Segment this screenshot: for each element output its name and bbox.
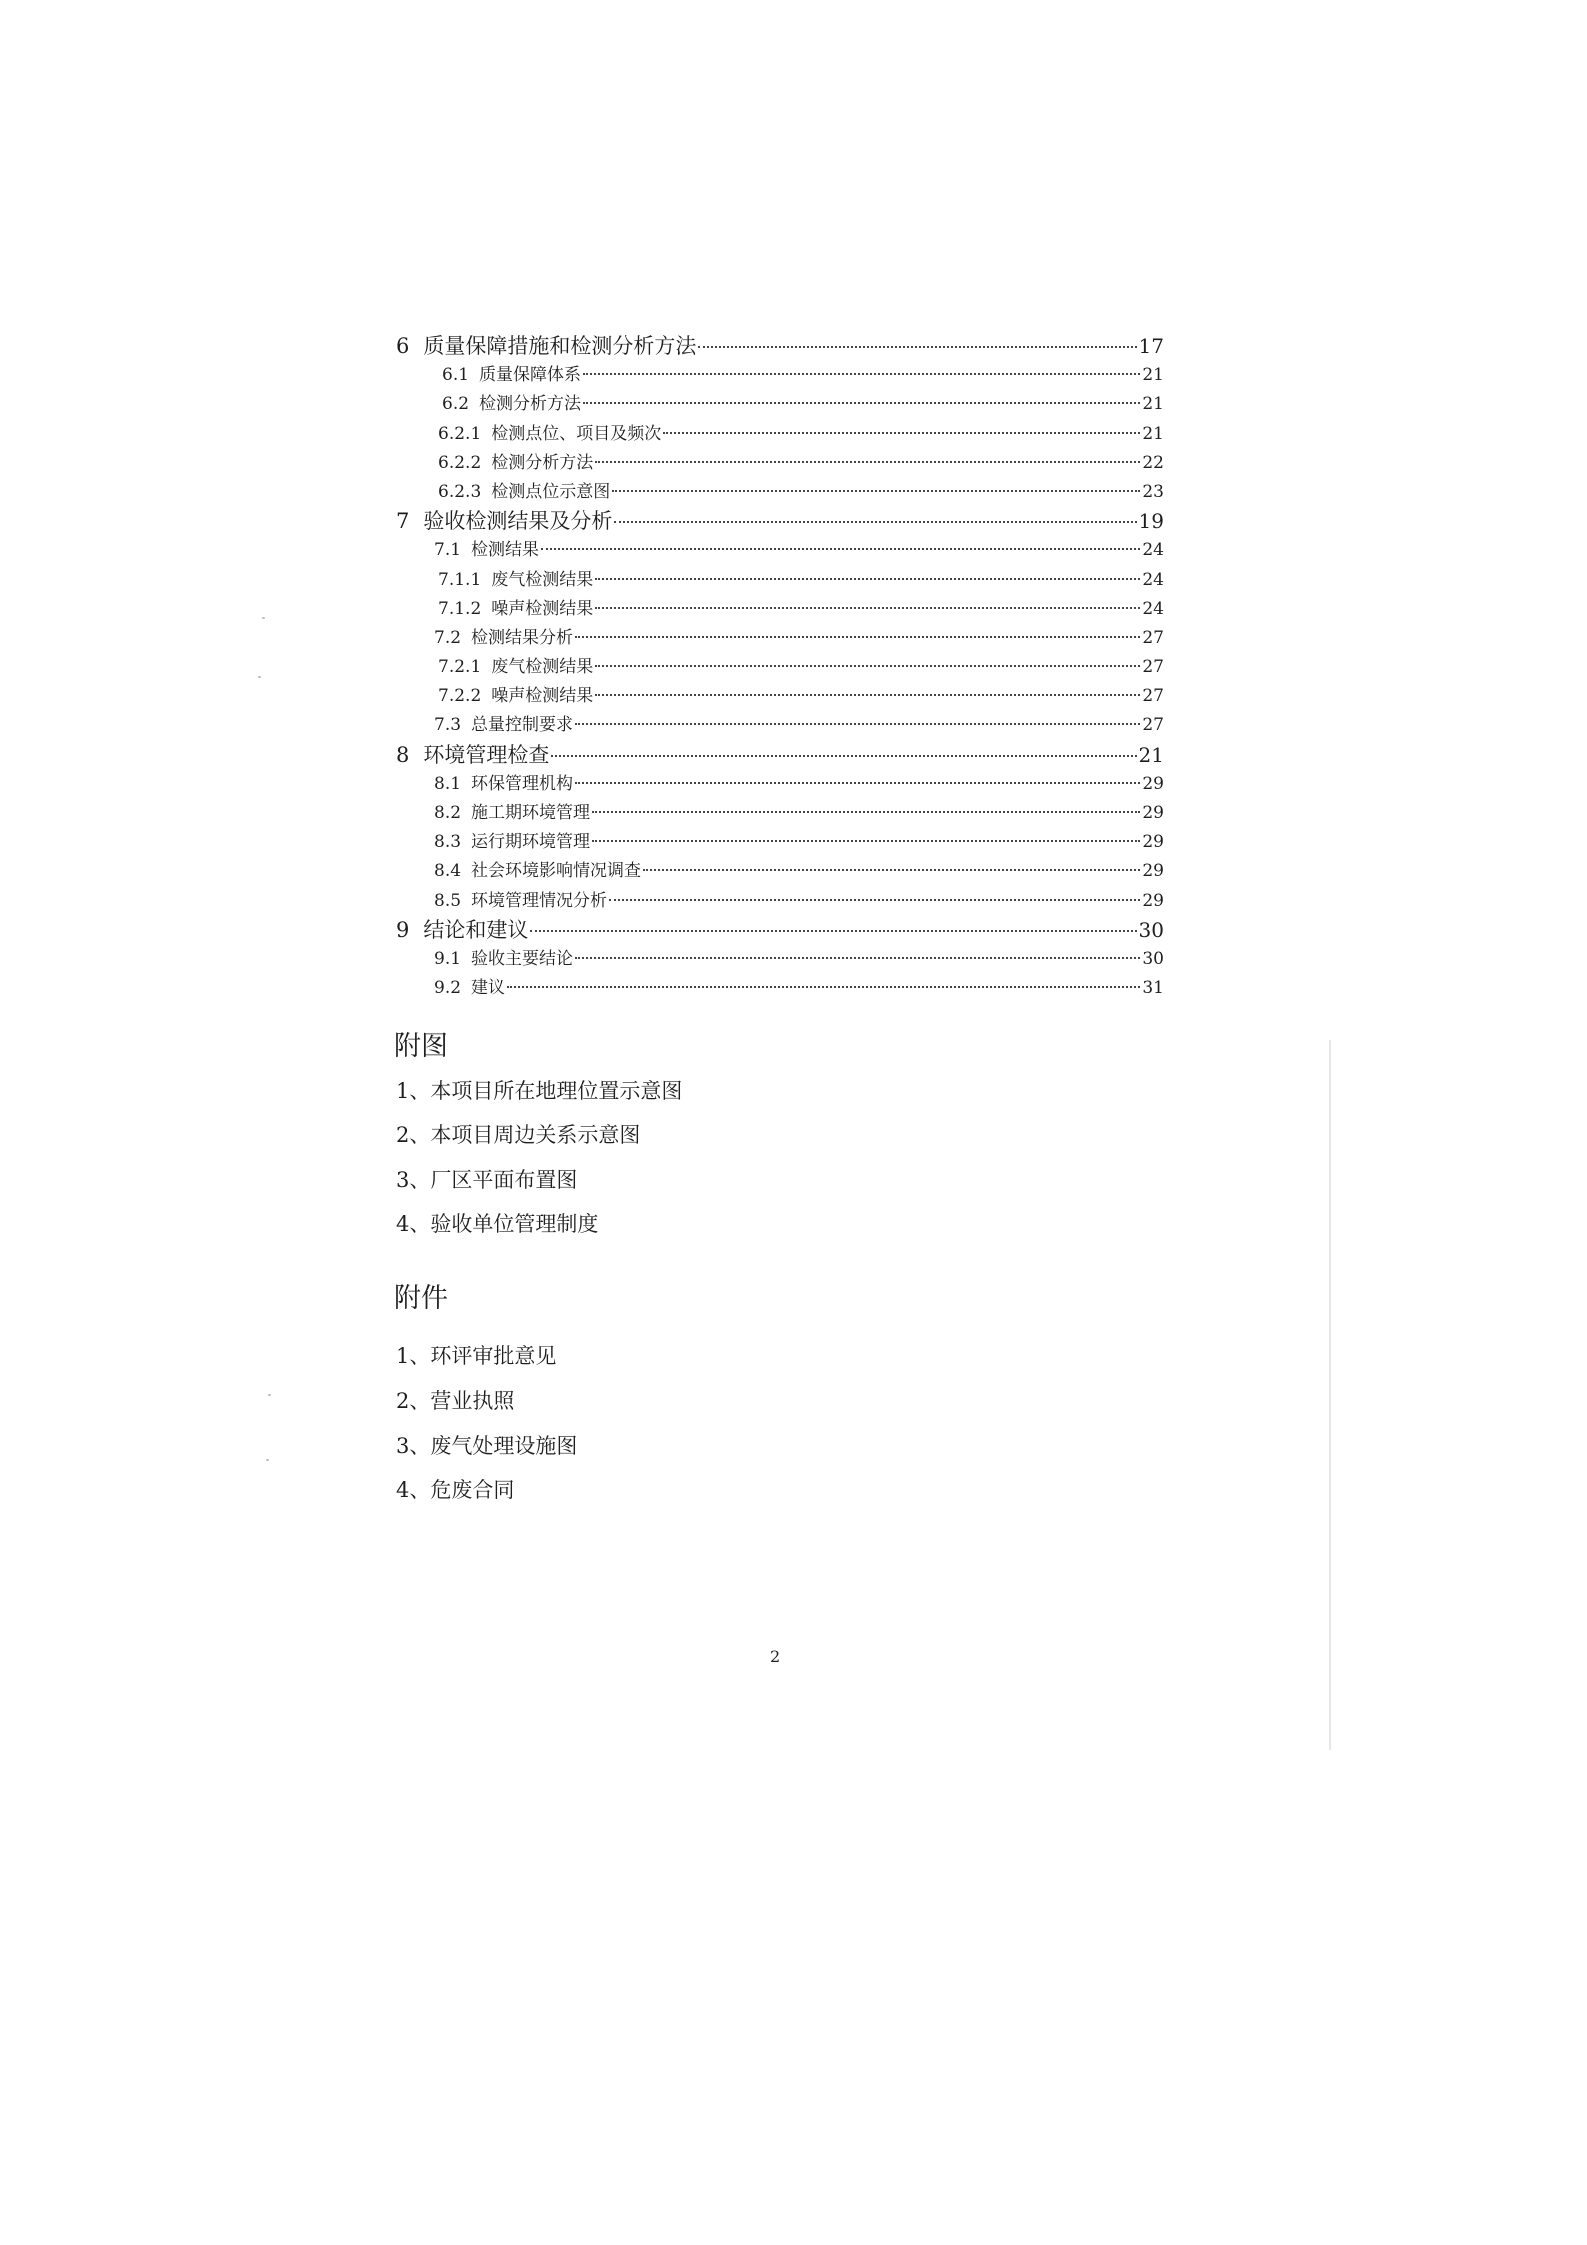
toc-entry-page: 21 xyxy=(1142,423,1164,444)
toc-entry-title: 检测结果分析 xyxy=(471,627,574,648)
toc-entry-page: 17 xyxy=(1138,334,1164,358)
toc-entry-number: 8.2 xyxy=(434,803,462,823)
toc-entry-page: 24 xyxy=(1142,598,1164,619)
toc-entry-title: 验收检测结果及分析 xyxy=(423,509,613,534)
toc-entry-number: 8.1 xyxy=(434,773,462,794)
toc-entry xyxy=(396,420,1164,449)
toc-entry-page: 29 xyxy=(1142,832,1164,853)
toc-dot-leader xyxy=(583,402,1140,404)
page-number: 2 xyxy=(770,1647,781,1666)
toc-entry xyxy=(396,916,1164,945)
toc-entry xyxy=(396,945,1164,974)
toc-entry-page: 21 xyxy=(1142,365,1164,386)
toc-entry xyxy=(396,711,1164,740)
toc-entry-page: 27 xyxy=(1142,686,1164,707)
toc-dot-leader xyxy=(507,986,1140,988)
attachment-item: 3、废气处理设施图 xyxy=(396,1434,578,1458)
toc-entry xyxy=(396,390,1164,419)
toc-dot-leader xyxy=(612,490,1140,492)
toc-entry-page: 31 xyxy=(1142,978,1164,999)
toc-entry-title: 验收主要结论 xyxy=(471,948,574,969)
figures-heading: 附图 xyxy=(394,1031,448,1062)
toc-entry-page: 29 xyxy=(1142,803,1164,823)
toc-entry-number: 6.1 xyxy=(442,365,470,386)
scan-page-edge xyxy=(1329,1040,1331,1750)
toc-entry xyxy=(396,332,1164,361)
toc-entry-number: 6.2.3 xyxy=(438,481,482,502)
scan-speck xyxy=(258,676,261,678)
toc-entry-page: 27 xyxy=(1142,627,1164,648)
toc-entry-title: 结论和建议 xyxy=(423,917,529,942)
toc-entry-title: 总量控制要求 xyxy=(471,715,574,736)
figure-item: 4、验收单位管理制度 xyxy=(396,1212,599,1236)
toc-entry-page: 24 xyxy=(1142,569,1164,590)
toc-entry-title: 建议 xyxy=(471,978,506,999)
toc-entry-page: 21 xyxy=(1142,394,1164,415)
attachment-item: 4、危废合同 xyxy=(396,1478,515,1502)
toc-entry-number: 7.1.2 xyxy=(438,598,482,619)
toc-entry-title: 检测结果 xyxy=(471,540,540,561)
toc-dot-leader xyxy=(575,782,1140,784)
toc-entry-title: 检测点位示意图 xyxy=(491,481,611,502)
toc-entry-number: 6.2.1 xyxy=(438,423,482,444)
toc-dot-leader xyxy=(551,755,1136,757)
attachments-heading: 附件 xyxy=(394,1283,448,1314)
toc-entry xyxy=(396,595,1164,624)
toc-entry-number: 7.2.1 xyxy=(438,657,482,678)
toc-entry-page: 24 xyxy=(1142,540,1164,561)
toc-entry-title: 检测分析方法 xyxy=(479,394,582,415)
toc-entry xyxy=(396,624,1164,653)
toc-entry-title: 检测分析方法 xyxy=(491,452,594,473)
toc-entry xyxy=(396,653,1164,682)
attachment-item: 1、环评审批意见 xyxy=(396,1344,557,1368)
toc-entry xyxy=(396,828,1164,857)
scan-speck xyxy=(262,617,265,619)
toc-entry-number: 9 xyxy=(396,917,410,942)
toc-entry xyxy=(396,449,1164,478)
toc-entry-title: 社会环境影响情况调查 xyxy=(471,861,642,882)
figure-item: 2、本项目周边关系示意图 xyxy=(396,1123,641,1147)
toc-entry-number: 7.1 xyxy=(434,540,462,561)
toc-entry-number: 6 xyxy=(396,334,410,358)
toc-dot-leader xyxy=(614,521,1136,523)
toc-entry-title: 环境管理检查 xyxy=(423,742,550,767)
toc-entry-number: 7.1.1 xyxy=(438,569,482,590)
scan-speck xyxy=(266,1459,269,1461)
toc-dot-leader xyxy=(643,869,1140,871)
toc-entry-number: 7.2.2 xyxy=(438,686,482,707)
toc-entry-title: 运行期环境管理 xyxy=(471,832,591,853)
toc-dot-leader xyxy=(595,578,1140,580)
toc-entry-number: 7 xyxy=(396,509,410,534)
toc-entry-title: 环保管理机构 xyxy=(471,773,574,794)
toc-entry-page: 21 xyxy=(1138,742,1164,767)
table-of-contents xyxy=(396,332,1164,1003)
toc-entry-page: 29 xyxy=(1142,861,1164,882)
toc-dot-leader xyxy=(575,957,1140,959)
toc-dot-leader xyxy=(592,840,1140,842)
toc-entry-number: 7.3 xyxy=(434,715,462,736)
toc-entry-page: 30 xyxy=(1142,948,1164,969)
toc-entry-title: 废气检测结果 xyxy=(491,569,594,590)
toc-entry-number: 8.5 xyxy=(434,890,462,911)
toc-dot-leader xyxy=(595,665,1140,667)
toc-entry-number: 9.2 xyxy=(434,978,462,999)
scan-speck xyxy=(268,1394,271,1396)
toc-dot-leader xyxy=(609,899,1140,901)
toc-entry-number: 9.1 xyxy=(434,948,462,969)
toc-entry xyxy=(396,507,1164,536)
toc-entry-number: 6.2.2 xyxy=(438,452,482,473)
toc-entry-page: 27 xyxy=(1142,715,1164,736)
toc-entry-title: 废气检测结果 xyxy=(491,657,594,678)
toc-dot-leader xyxy=(595,694,1140,696)
toc-entry xyxy=(396,857,1164,886)
toc-entry-title: 噪声检测结果 xyxy=(491,598,594,619)
toc-entry-title: 检测点位、项目及频次 xyxy=(491,423,662,444)
toc-entry-page: 30 xyxy=(1138,917,1164,942)
toc-entry-title: 噪声检测结果 xyxy=(491,686,594,707)
toc-entry-page: 29 xyxy=(1142,773,1164,794)
toc-entry-page: 19 xyxy=(1138,509,1164,534)
toc-entry-title: 质量保障体系 xyxy=(479,365,582,386)
toc-entry xyxy=(396,799,1164,828)
toc-entry xyxy=(396,682,1164,711)
toc-dot-leader xyxy=(698,346,1136,348)
toc-entry xyxy=(396,974,1164,1003)
toc-entry xyxy=(396,770,1164,799)
figure-item: 1、本项目所在地理位置示意图 xyxy=(396,1079,683,1103)
toc-dot-leader xyxy=(595,607,1140,609)
toc-entry-page: 22 xyxy=(1142,452,1164,473)
toc-entry-title: 环境管理情况分析 xyxy=(471,890,608,911)
toc-dot-leader xyxy=(575,636,1140,638)
toc-entry xyxy=(396,536,1164,565)
toc-entry xyxy=(396,741,1164,770)
toc-entry-page: 27 xyxy=(1142,657,1164,678)
toc-entry xyxy=(396,566,1164,595)
toc-entry-number: 8 xyxy=(396,742,410,767)
toc-dot-leader xyxy=(663,432,1140,434)
toc-entry-page: 29 xyxy=(1142,890,1164,911)
toc-dot-leader xyxy=(541,548,1140,550)
toc-entry xyxy=(396,478,1164,507)
toc-entry-number: 7.2 xyxy=(434,627,462,648)
toc-entry-number: 6.2 xyxy=(442,394,470,415)
toc-dot-leader xyxy=(583,373,1140,375)
toc-dot-leader xyxy=(595,461,1140,463)
toc-entry-title: 施工期环境管理 xyxy=(471,803,591,823)
toc-dot-leader xyxy=(575,723,1140,725)
toc-entry xyxy=(396,361,1164,390)
toc-entry xyxy=(396,887,1164,916)
toc-entry-page: 23 xyxy=(1142,481,1164,502)
attachment-item: 2、营业执照 xyxy=(396,1389,515,1413)
toc-entry-number: 8.4 xyxy=(434,861,462,882)
toc-entry-number: 8.3 xyxy=(434,832,462,853)
toc-dot-leader xyxy=(530,930,1136,932)
toc-dot-leader xyxy=(592,811,1140,813)
figure-item: 3、厂区平面布置图 xyxy=(396,1168,578,1192)
toc-entry-title: 质量保障措施和检测分析方法 xyxy=(423,334,697,358)
